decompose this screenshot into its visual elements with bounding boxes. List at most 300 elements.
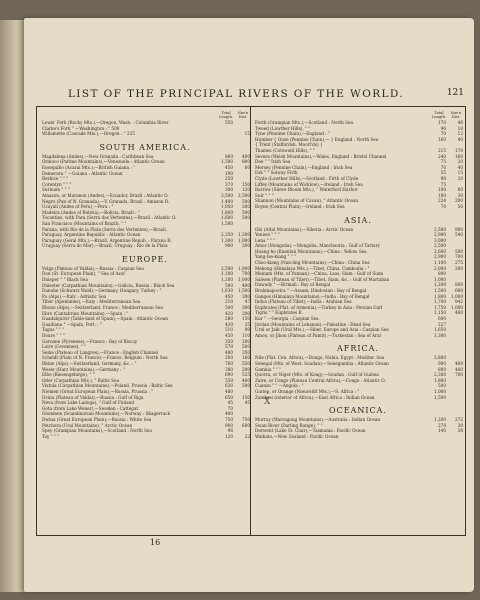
europe-list (40, 266, 250, 439)
river-navigation: 1,000 (451, 304, 463, 310)
river-name: Forth (Grampian Mts.),—Scotland : North Sea (255, 120, 353, 125)
river-length: 2,500 (434, 226, 446, 232)
river-row (40, 243, 250, 249)
river-length: 3,000 (434, 237, 446, 243)
river-length: 2,000 (434, 265, 446, 271)
river-length: 1,800 (434, 377, 446, 383)
river-length: 500 (225, 305, 233, 311)
river-length: 1,200 (221, 277, 233, 283)
river-name: Lena " " " (255, 237, 276, 243)
river-row (253, 434, 463, 440)
river-name: Ebro (Cantabrian Mountains),—Spain : " (42, 310, 129, 316)
river-length: 380 (225, 366, 233, 372)
river-navigation: 45 (244, 400, 250, 406)
previous-page-edge (0, 20, 27, 592)
river-name: Volga (Plateau of Valdai),—Russia : Caspian Sea (42, 265, 144, 271)
river-length: 1,100 (221, 271, 233, 277)
river-length: 550 (225, 120, 233, 125)
river-length: 2,300 (434, 372, 446, 378)
river-length: 1,800 (221, 209, 233, 215)
river-name: Glommen (Scandinavian Mountains),—Norway : Skagerrack (42, 411, 171, 417)
river-navigation: 200 (242, 243, 250, 249)
river-length: 450 (225, 164, 233, 170)
river-length: 500 (438, 383, 446, 389)
river-length: 215 (438, 147, 446, 153)
river-name: Spey (Grampian Mountains),—Scotland : North Sea (42, 428, 152, 434)
river-name: Zaire, or Congo (Plateau Central Africa),—Congo : Atlantic O. (255, 377, 386, 383)
river-length: 570 (225, 344, 233, 350)
river-length: 900 (225, 422, 233, 428)
river-name: Cuanza " " —Angola : " (255, 383, 304, 389)
river-name: Indus (Plateau of Tibet),—India : Arabian Sea (255, 299, 352, 305)
river-name: Yenisei " " " (255, 232, 280, 238)
river-name: Gota (from Lake Wener),—Sweden : Cattegat (42, 405, 139, 411)
river-name: Meinam (Mts. of Yunnan),—China, Laos, Siam : Gulf of Siam (255, 271, 384, 277)
section-title-africa: AFRICA. (337, 344, 379, 354)
river-navigation: 400 (242, 282, 250, 288)
river-length: 210 (225, 299, 233, 305)
river-name: Quorra, or Niger (Mts. of Kong),—Soudan : Gulf of Guinea (255, 372, 379, 378)
river-navigation: 200 (242, 366, 250, 372)
river-name: Yang-tse-kiang " " " (255, 254, 296, 260)
river-length: 860 (225, 153, 233, 159)
river-name: Hoang-ho (Kuenlun Mountains),—China : Yellow Sea (255, 248, 367, 254)
river-row (253, 395, 463, 401)
river-length: 1,650 (434, 327, 446, 333)
river-length: 160 (438, 136, 446, 142)
river-length: 550 (225, 377, 233, 383)
river-navigation: 400 (455, 360, 463, 366)
river-name: Dee " " Irish Sea (255, 159, 291, 165)
river-length: 75 (440, 159, 446, 165)
river-name: Liffey (Mountains of Wicklow),—Ireland : Irish Sea (255, 181, 363, 187)
river-navigation: 30 (457, 192, 463, 198)
river-navigation: 40 (457, 164, 463, 170)
river-length: 170 (438, 120, 446, 125)
river-navigation: 1,900 (238, 265, 250, 271)
river-name: Demerara " —Guiana : Atlantic Ocean (42, 170, 123, 176)
river-name: Elbe (Riesengebirge), " " (42, 372, 95, 378)
river-navigation: 30 (457, 422, 463, 428)
river-navigation: 110 (242, 333, 250, 338)
river-length: 2,900 (434, 232, 446, 238)
river-length: 3,800 (434, 355, 446, 361)
column-header (253, 110, 463, 120)
river-name: Euphrates (Plat. of Armenia),—Turkey in Asia : Persian Gulf (255, 304, 383, 310)
river-length: 70 (440, 164, 446, 170)
river-navigation: 750 (242, 416, 250, 422)
river-name: Nile (Plat. Cen. Africa),—Dongo, Nubia, Egypt : Mediter. Sea (255, 355, 385, 361)
river-length: 1,800 (434, 293, 446, 299)
river-name: Shannon (Mountains of Cavan), " Atlantic Ocean (255, 198, 359, 204)
river-navigation: 2,500 (238, 192, 250, 198)
river-name: Weser (Harz Mountains),—Germany : " (42, 366, 125, 372)
river-navigation: 800 (242, 159, 250, 165)
river-name: Gariep, or Orange (Nieuveldt Mts.),—S. Africa : " (255, 388, 360, 394)
river-navigation: 20 (457, 175, 463, 181)
river-navigation: 400 (242, 377, 250, 383)
river-length: 2,350 (221, 232, 233, 238)
river-length: 1,700 (434, 299, 446, 305)
section-title-asia: ASIA. (344, 215, 372, 225)
river-length: 450 (225, 333, 233, 338)
river-length: 480 (225, 349, 233, 355)
navigation-header: Nav'n Dist. (450, 111, 462, 119)
river-name: Waikato,—New Zealand : Pacific Ocean (255, 433, 339, 439)
river-name: Brahmapootra " —Assam, Hindostan : Bay of Bengal (255, 288, 367, 294)
river-navigation: 400 (455, 366, 463, 372)
river-length: 70 (440, 203, 446, 209)
river-name: Dniester (Carpathian Mountains),—Galicia, Russia : Black Sea (42, 282, 175, 288)
river-row (40, 434, 250, 440)
river-length: 224 (438, 198, 446, 204)
river-name: Amazon, or Maranon (Andes),—Ecuador, Brazil : Atlantic O. (42, 192, 169, 198)
river-name: Esk " " Solway Firth (255, 170, 298, 176)
river-length: 190 (225, 170, 233, 176)
river-navigation: 500 (455, 248, 463, 254)
column-header (40, 110, 250, 120)
river-row (253, 333, 463, 339)
river-name: Tocantins, with Para (Serra dos Vertentes),—Brazil : Atlantic O. (42, 215, 177, 221)
river-navigation: 550 (242, 360, 250, 366)
river-navigation: 170 (455, 147, 463, 153)
river-navigation: 540 (455, 232, 463, 238)
river-name: Surinam " " " (42, 187, 70, 193)
river-length: 2,900 (434, 254, 446, 260)
river-navigation: 12 (457, 131, 463, 137)
river-name: Rhine (Alps),—Switzerland, Germany, &c. : " (42, 360, 137, 366)
river-name: Rhone (Alps),—Switzerland, France : Mediterranean Sea (42, 305, 163, 311)
river-length: 420 (225, 321, 233, 327)
river-name: Seine (Plateau of Langres),—France : English Channel (42, 349, 158, 355)
river-name: Dwina (Great European Plain),—Russia : White Sea (42, 416, 152, 422)
river-length: 100 (438, 187, 446, 193)
section-title-south-america: SOUTH AMERICA. (99, 142, 191, 152)
river-name: Guadalquivir (Table-land of Spain),—Spain : Atlantic Ocean (42, 316, 168, 322)
river-length: 1,630 (221, 288, 233, 294)
river-name: Tiber (Apennines),—Italy : Mediterranean Sea (42, 299, 141, 305)
river-length: 140 (438, 428, 446, 434)
river-navigation: 160 (242, 355, 250, 361)
africa-list (253, 355, 463, 400)
river-name: Barrow (Slieve Bloom Mts.), " Waterford Harbor (255, 187, 358, 193)
river-length: 800 (438, 366, 446, 372)
river-length: 96 (227, 428, 233, 434)
river-navigation: 46 (457, 120, 463, 125)
river-name: Tay " " " (42, 433, 60, 439)
left-column (40, 110, 250, 439)
river-length: 630 (225, 383, 233, 389)
river-navigation: 300 (242, 305, 250, 311)
river-navigation: 200 (242, 338, 250, 344)
river-navigation: 275 (455, 260, 463, 266)
river-navigation: 272 (455, 417, 463, 423)
river-name: Salwen (Plateau of Tibet),—Tibet, Siam, &c. : Gulf of Martaban (255, 276, 390, 282)
river-length: 70 (440, 131, 446, 137)
river-length: 2,600 (434, 248, 446, 254)
page-header (36, 88, 464, 102)
river-length: 75 (440, 181, 446, 187)
river-length: 760 (225, 360, 233, 366)
river-length: 750 (225, 416, 233, 422)
river-name: Mekong (Himalaya Mts.),—Tibet, China, Cambodia : " (255, 265, 370, 271)
river-length: 1,500 (221, 159, 233, 165)
river-name: { Trent (Staffordsh. Moorl'ds) } (255, 142, 323, 148)
river-name: Niemen (Great European Plain),—Russia, Prussia : " (42, 388, 154, 394)
page-title: LIST OF THE PRINCIPAL RIVERS OF THE WORLD. (67, 88, 405, 100)
section-title-oceanica: OCEANICA. (329, 406, 387, 416)
river-name: Tyne (Pennine Chain),—England : " (255, 131, 330, 137)
river-length: 510 (225, 327, 233, 333)
river-name: Obi (Altai Mountains),—Siberia : Arctic Ocean (255, 226, 354, 232)
river-length: 900 (225, 243, 233, 249)
river-navigation: 700 (455, 372, 463, 378)
river-length: 1,000 (434, 388, 446, 394)
river-navigation: 90 (244, 327, 250, 333)
river-name: Swan River (Darling Range), " " (255, 422, 323, 428)
river-length: 1,500 (434, 394, 446, 400)
section-title-europe: EUROPE. (122, 254, 168, 264)
river-name: Po (Alps),—Italy : Adriatic Sea (42, 293, 107, 299)
river-navigation: 150 (242, 181, 250, 187)
river-navigation: 15 (457, 170, 463, 176)
river-navigation: 150 (242, 394, 250, 400)
river-length: 3,500 (221, 192, 233, 198)
river-length: 1,050 (221, 204, 233, 210)
river-name: Tagus " " " (42, 327, 65, 333)
river-navigation: 15 (244, 131, 250, 137)
river-length: 100 (438, 192, 446, 198)
river-name: Lewis' Fork (Rocky Mts.),—Oregon, Wash. : Columbia River (42, 120, 169, 125)
signature-mark: 16 (150, 538, 161, 547)
length-header: Total Length. (432, 111, 447, 119)
river-name: Irawady " —Birmah : Bay of Bengal (255, 282, 331, 288)
river-navigation: 22 (244, 433, 250, 439)
river-name: Amou, or Jihon (Plateau of Pamir),—Turkestan : Sea of Aral (255, 332, 382, 338)
river-row (40, 131, 250, 137)
river-length: 480 (225, 388, 233, 394)
river-navigation: 1,000 (238, 237, 250, 243)
river-name: Oder (Carpathian Mts.), " Baltic Sea (42, 377, 120, 383)
river-length: 690 (225, 372, 233, 378)
river-name: Magdalena (Andes),—New Granada : Caribbean Sea (42, 153, 154, 159)
river-name: Vistula (Carpathian Mountains),—Poland, Prussia : Baltic Sea (42, 383, 173, 389)
river-name: Scheldt (Plain of N. France),—France, Belgium : North Sea (42, 355, 168, 361)
oceanica-list (253, 417, 463, 439)
river-length: 1,150 (434, 310, 446, 316)
river-name: Willamette (Cascade Mts.),—Oregon : " 225 (42, 131, 135, 137)
river-navigation: 35 (244, 321, 250, 327)
rivers-table (36, 106, 466, 536)
river-navigation: 460 (455, 310, 463, 316)
river-name: Zambesi (interior of Africa),—East Africa : Indian Ocean (255, 394, 375, 400)
river-length: 55 (440, 170, 446, 176)
river-name: Don (St. European Plain), " Sea of Azof (42, 271, 125, 277)
river-name: Thames (Cotswold Hills), " " (255, 147, 315, 153)
river-name: Paraguay, Argentine Republic : Atlantic Ocean (42, 232, 141, 238)
river-length: 1,500 (434, 288, 446, 294)
river-length: 45 (227, 400, 233, 406)
river-name: Clarke's Fork " —Washington : " 500 (42, 125, 120, 131)
river-length: 200 (225, 355, 233, 361)
navigation-header: Nav'n Dist. (237, 111, 249, 119)
river-navigation: 942 (455, 299, 463, 305)
river-length: 96 (440, 125, 446, 131)
river-length: 98 (440, 175, 446, 181)
river-name: Ganges (Himalaya Mountains),—India : Bay of Bengal (255, 293, 370, 299)
river-navigation: 160 (455, 153, 463, 159)
river-navigation: 150 (242, 316, 250, 322)
river-navigation: 1,500 (238, 288, 250, 294)
page-number: 121 (446, 88, 464, 98)
river-name: Clyde (Lowther Hills),—Scotland : Firth of Clyde (255, 175, 359, 181)
river-length: 1,200 (434, 282, 446, 288)
river-name: Humber { Ouse (Pennine Chain),— } England : North Sea (255, 136, 379, 142)
river-name: Ural or Jaik (Ural Mts.),—Siber. Europe and Asia : Caspian Sea (255, 327, 389, 333)
river-name: San Francisco (Mountains of Brazil), " " (42, 220, 127, 226)
river-name: Boyne (Central Plain),—Ireland : Irish Sea (255, 203, 345, 209)
river-name: Suir " " " (255, 192, 274, 198)
river-navigation: 200 (242, 204, 250, 210)
river-navigation: 500 (242, 209, 250, 215)
river-name: Gambia " " " (255, 366, 282, 372)
north-america-continued (40, 120, 250, 137)
river-name: Derwent (Lake St. Clair),—Tasmania : Pacific Ocean (255, 428, 366, 434)
river-length: 800 (438, 271, 446, 277)
river-name: Parana, with Rio de la Plata (Serra dos Vertentes),—Brazil, (42, 226, 168, 232)
river-row (253, 204, 463, 210)
right-column (253, 110, 463, 440)
river-navigation: 200 (242, 310, 250, 316)
river-length: 1,200 (434, 417, 446, 423)
river-navigation: 1,000 (238, 277, 250, 283)
river-navigation: 350 (242, 349, 250, 355)
river-name: Douro " " " (42, 333, 65, 338)
river-navigation: 120 (242, 187, 250, 193)
europe-continued-list (253, 120, 463, 210)
river-navigation: 500 (242, 383, 250, 389)
river-name: Senegal (Mts. of West. Soudan),—Senegambia : Atlantic Ocean (255, 360, 389, 366)
river-length: 450 (225, 293, 233, 299)
river-navigation: 20 (457, 159, 463, 165)
river-length: 400 (225, 411, 233, 417)
river-length: 2,500 (221, 265, 233, 271)
river-name: Choo-kiang (Nan-ling Mountains),—China : China Sea (255, 260, 370, 266)
river-navigation: 1,000 (451, 293, 463, 299)
river-name: Petchora (Ural Mountains), " Arctic Ocean (42, 422, 133, 428)
river-name: Guadiana " —Spain, Port. : " (42, 321, 102, 327)
river-length: 420 (225, 310, 233, 316)
river-length: 650 (225, 394, 233, 400)
river-length: 250 (225, 176, 233, 182)
river-navigation: 200 (455, 265, 463, 271)
river-name: Danube (Schwarz Wald),—Germany, Hungary, Turkey : " (42, 288, 162, 294)
river-length: 600 (438, 316, 446, 321)
river-name: Mersey (Pennine Chain),—England : Irish Sea (255, 164, 353, 170)
river-name: Uruguay (Serra do Mar),—Brazil, Uruguay : Rio de la Plata (42, 243, 168, 249)
river-navigation: 60 (244, 164, 250, 170)
river-navigation: 38 (457, 428, 463, 434)
river-name: Kur " —Georgia : Caspian Sea (255, 316, 319, 321)
river-name: Paraguay (Geral Mts.),—Brazil, Argentine Repub. : Parana R. (42, 237, 172, 243)
river-length: 270 (438, 422, 446, 428)
river-navigation: 600 (242, 422, 250, 428)
river-navigation: 600 (455, 288, 463, 294)
river-navigation: 200 (455, 198, 463, 204)
river-navigation: 800 (455, 282, 463, 288)
river-navigation: 1,200 (238, 232, 250, 238)
river-length: 350 (225, 338, 233, 344)
river-navigation: 400 (242, 153, 250, 159)
river-navigation: 10 (457, 125, 463, 131)
river-name: Severn (Welsh Mountains),—Wales, England : Bristol Channel (255, 153, 387, 159)
river-length: 227 (438, 321, 446, 327)
length-header: Total Length. (219, 111, 234, 119)
river-name: Jordan (Mountains of Lebanon),—Palestine : Dead Sea (255, 321, 371, 327)
river-length: 1,300 (221, 237, 233, 243)
river-length: 240 (438, 153, 446, 159)
river-length: 1,400 (221, 198, 233, 204)
river-navigation: 47 (244, 299, 250, 305)
river-length: 1,500 (221, 220, 233, 226)
river-length: 1,100 (434, 260, 446, 266)
river-navigation: 700 (242, 271, 250, 277)
river-length: 900 (438, 360, 446, 366)
river-name: Negro (Pan of N. Granada),—V. Granada, Brazil : Amazon R. (42, 198, 170, 204)
river-navigation: 50 (457, 203, 463, 209)
river-name: Amur (Mongolia),—Mongolia, Manchooria : Gulf of Tartary (255, 243, 380, 249)
asia-list (253, 227, 463, 339)
pencil-mark: X (264, 397, 271, 407)
river-navigation: 700 (455, 254, 463, 260)
river-name: Tweed (Lowther Hills), " " (255, 125, 311, 131)
river-length: 370 (225, 181, 233, 187)
river-navigation: 500 (242, 215, 250, 221)
river-navigation: 900 (455, 226, 463, 232)
column-divider (250, 107, 251, 535)
river-navigation: 500 (242, 344, 250, 350)
river-name: Madeira (Andes of Bolivia),—Bolivia, Brazil : " (42, 209, 140, 215)
river-name: Neva (from Lake Ladoga), " Gulf of Finland (42, 400, 134, 406)
river-name: Loire (Cevennes), " " (42, 344, 87, 350)
river-length: 2,500 (434, 243, 446, 249)
river-name: Ucayali (Andes of Peru),—Peru : " (42, 204, 114, 210)
river-length: 120 (225, 433, 233, 439)
river-name: Orinoco (Parime Mountains),—Venezuela : Atlantic Ocean (42, 159, 165, 165)
river-navigation: 60 (457, 187, 463, 193)
river-name: Essequibo (Acarai Mts.),—British Guiana : " (42, 164, 136, 170)
river-navigation: 300 (242, 293, 250, 299)
river-navigation: 40 (457, 136, 463, 142)
river-length: 1,300 (434, 332, 446, 338)
river-length: 280 (225, 316, 233, 322)
river-name: Corentyn " " " (42, 181, 72, 187)
river-name: Murray (Warragong Mountains),—Australia : Indian Ocean (255, 417, 381, 423)
river-name: Berbice " " " (42, 176, 69, 182)
river-length: 1,750 (434, 304, 446, 310)
river-length: 1,000 (434, 276, 446, 282)
river-name: Tigris " " Euphrates R. (255, 310, 303, 316)
river-length: 1,600 (221, 215, 233, 221)
river-length: 70 (227, 405, 233, 411)
river-length: 500 (225, 282, 233, 288)
south-america-list (40, 154, 250, 249)
river-name: Dnieper " " Black Sea (42, 277, 88, 283)
river-length: 300 (225, 187, 233, 193)
river-name: Garonne (Pyrenees),—France : Bay of Biscay (42, 338, 138, 344)
river-name: Dvina (Plateau of Valdai),—Russia : Gulf of Riga (42, 394, 144, 400)
river-navigation: 525 (242, 372, 250, 378)
